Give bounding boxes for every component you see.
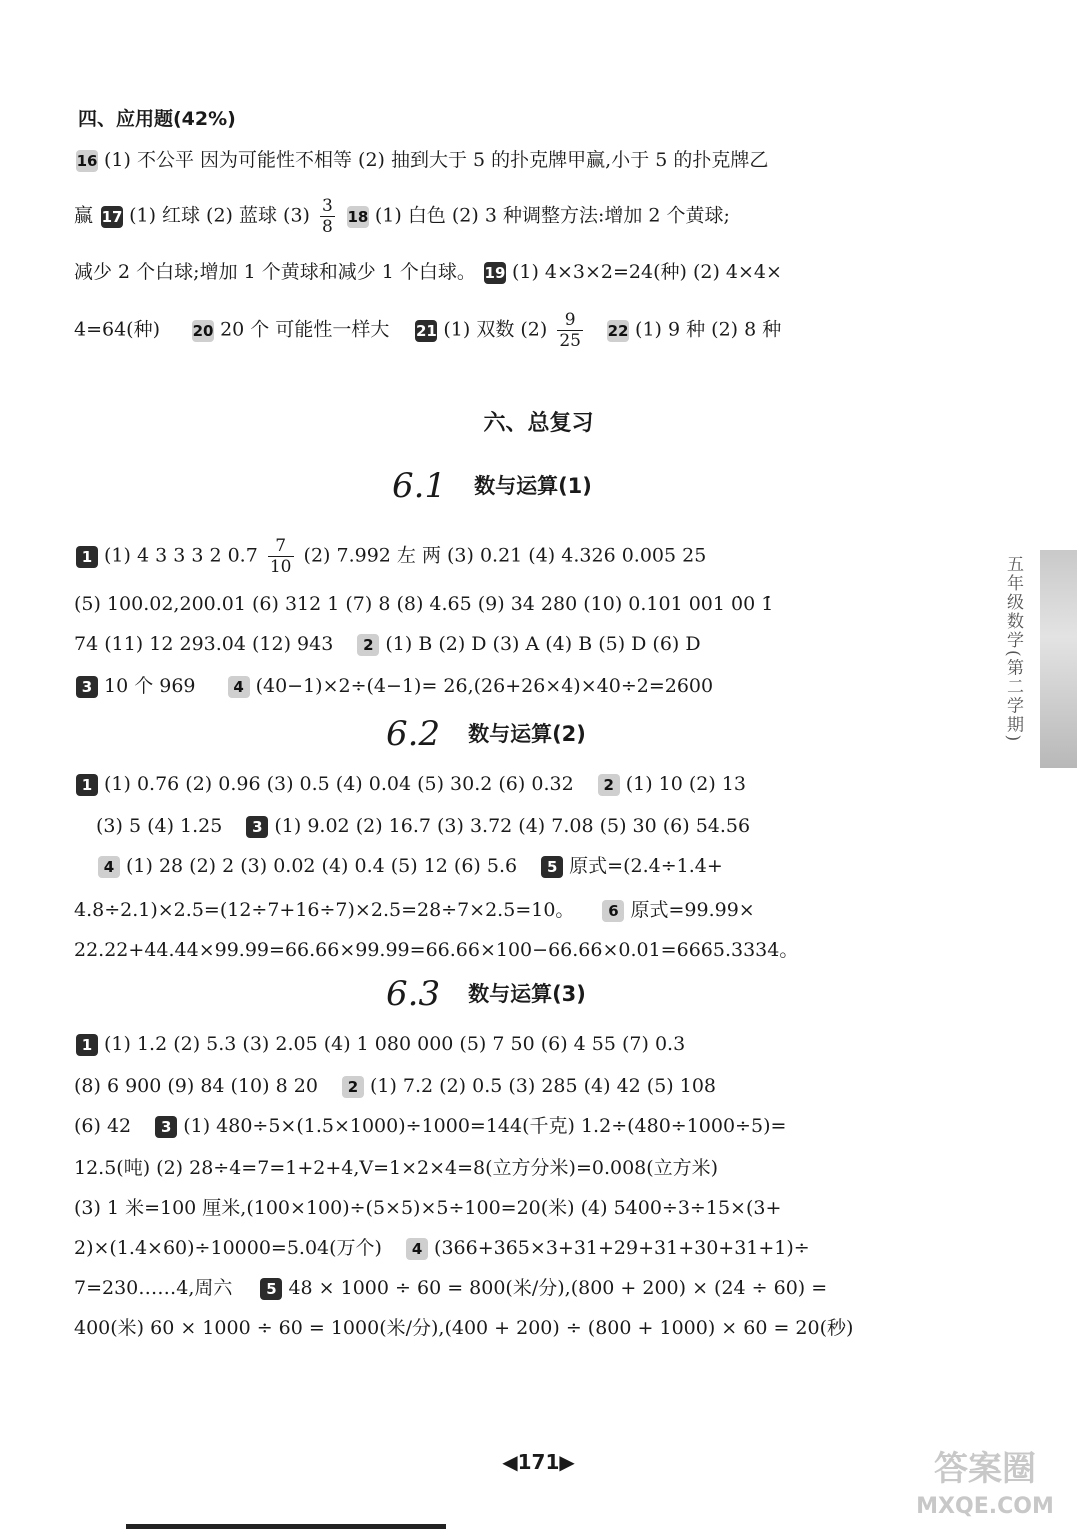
answer-text: 400(米) 60 × 1000 ÷ 60 = 1000(米/分),(400 + 200) ÷ (800 + 1000) × 60 = 20(秒) [74,1317,854,1339]
subsection-text: 数与运算(1) [474,474,592,498]
answer-text: 4=64(种) [74,318,161,341]
chapter-title: 六、总复习 [483,411,594,436]
question-badge: 6 [602,900,624,922]
question-badge: 4 [406,1238,428,1260]
answer-text: (40−1)×2÷(4−1)= 26,(26+26×4)×40÷2=2600 [255,675,714,697]
answer-text: (1) 4×3×2=24(种) (2) 4×4× [511,261,782,283]
fraction: $\frac{7}{10}$ [269,536,292,577]
answer-text: (366+365×3+31+29+31+30+31+1)÷ [434,1237,810,1259]
answer-line [74,896,755,924]
question-badge: 3 [76,676,98,698]
answer-text: 赢 [74,204,94,227]
answer-text: (3) 5 (4) 1.25 [96,815,223,837]
question-badge: 5 [260,1278,282,1300]
subsection-number: 6.1 [392,466,447,506]
answer-line [74,310,781,351]
answer-text: 12.5(吨) (2) 28÷4=7=1+2+4,V=1×2×4=8(立方分米)=0.008(立方米) [74,1157,719,1179]
fraction: $\frac{9}{25}$ [559,310,581,351]
answer-text: 74 (11) 12 293.04 (12) 943 [74,633,334,655]
answer-text: (1) 红球 (2) 蓝球 (3) [129,204,310,227]
answer-line [74,258,782,286]
subsection-text: 数与运算(3) [468,982,586,1006]
answer-text: (6) 42 [74,1115,132,1137]
subsection-number: 6.2 [386,714,441,754]
answer-text: (5) 100.02,200.01 (6) 312 1 (7) 8 (8) 4.65 (9) 34 280 (10) 0.101 001 0̇0 1̇ [74,593,774,615]
scan-edge-bar [126,1524,446,1529]
answer-line [74,196,730,237]
answer-text: (1) 480÷5×(1.5×1000)÷1000=144(千克) 1.2÷(480÷1000÷5)= [183,1115,787,1137]
answer-text: (1) 10 (2) 13 [625,773,747,795]
answer-text: (1) 双数 (2) [443,318,548,341]
question-badge: 17 [101,207,123,226]
answer-line [96,852,723,880]
question-badge: 1 [76,774,98,796]
answer-line [74,1234,810,1262]
answer-text: (2) 7.992 左 两 (3) 0.21 (4) 4.326 0.005 25 [303,544,707,567]
side-tab-label: 五年级数学(第二学期) [1003,555,1023,744]
answer-text: (1) 28 (2) 2 (3) 0.02 (4) 0.4 (5) 12 (6) 5.6 [126,855,518,877]
answer-text: (8) 6 900 (9) 84 (10) 8 20 [74,1075,318,1097]
answer-line [74,1314,853,1342]
question-badge: 2 [342,1076,364,1098]
question-badge: 22 [607,321,629,340]
question-badge: 3 [155,1116,177,1138]
answer-text: (1) 0.76 (2) 0.96 (3) 0.5 (4) 0.04 (5) 30.2 (6) 0.32 [104,773,574,795]
subsection-text: 数与运算(2) [468,722,586,746]
watermark-url: MXQE.COM [916,1494,1054,1519]
answer-text: (1) 4 3 3 3 2 0.7 [104,544,258,567]
answer-line [74,1112,786,1140]
answer-line [74,630,701,658]
answer-text: 48 × 1000 ÷ 60 = 800(米/分),(800 + 200) × (24 ÷ 60) = [288,1277,828,1299]
answer-text: 4.8÷2.1)×2.5=(12÷7+16÷7)×2.5=28÷7×2.5=10。 [74,899,575,921]
subsection-title [386,974,586,1014]
answer-text: (1) 白色 (2) 3 种调整方法:增加 2 个黄球; [374,204,730,227]
answer-text: (1) 不公平 因为可能性不相等 (2) 抽到大于 5 的扑克牌甲赢,小于 5 的扑克牌乙 [104,149,769,171]
answer-text: (1) 9.02 (2) 16.7 (3) 3.72 (4) 7.08 (5) 30 (6) 54.56 [274,815,751,837]
answer-text: (1) 7.2 (2) 0.5 (3) 285 (4) 42 (5) 108 [369,1075,717,1097]
question-badge: 1 [76,546,98,568]
answer-line [74,1072,716,1100]
answer-text: 减少 2 个白球;增加 1 个黄球和减少 1 个白球。 [74,261,476,283]
answer-line [74,146,768,174]
answer-text: 2)×(1.4×60)÷10000=5.04(万个) [74,1237,382,1259]
question-badge: 2 [357,634,379,656]
question-badge: 5 [541,856,563,878]
question-badge: 16 [76,152,98,170]
answer-text: (3) 1 米=100 厘米,(100×100)÷(5×5)×5÷100=20(米) (4) 5400÷3÷15×(3+ [74,1197,782,1219]
question-badge: 2 [598,774,620,796]
answer-text: (1) B (2) D (3) A (4) B (5) D (6) D [385,633,701,655]
answer-line [74,672,713,700]
answer-text: 原式=99.99× [630,899,755,921]
question-badge: 20 [192,321,214,340]
side-tab-marker [1040,550,1077,768]
answer-line [74,1030,685,1058]
fraction: $\frac{3}{8}$ [322,196,333,237]
page-number: ◀171▶ [502,1450,575,1474]
answer-text: 22.22+44.44×99.99=66.66×99.99=66.66×100−66.66×0.01=6665.3334。 [74,939,799,961]
answer-line [96,812,750,840]
subsection-number: 6.3 [386,974,441,1014]
subsection-title [386,714,586,754]
answer-line [74,536,706,577]
question-badge: 1 [76,1034,98,1056]
question-badge: 19 [484,264,506,282]
answer-line [74,1274,827,1302]
answer-text: (1) 1.2 (2) 5.3 (3) 2.05 (4) 1 080 000 (5) 7 50 (6) 4 55 (7) 0.3 [104,1033,686,1055]
answer-line [74,1154,718,1182]
question-badge: 21 [415,321,437,340]
section-heading: 四、应用题(42%) [78,108,236,130]
watermark-logo [900,1450,1070,1530]
subsection-title [392,466,592,506]
answer-text: 20 个 可能性一样大 [220,318,390,341]
watermark-text: 答案圈 [934,1449,1036,1489]
question-badge: 4 [98,856,120,878]
question-badge: 3 [246,816,268,838]
question-badge: 18 [347,207,369,226]
answer-text: 10 个 969 [104,675,196,697]
answer-text: 7=230……4,周六 [74,1277,233,1299]
answer-line [74,936,798,964]
answer-line [74,770,746,798]
question-badge: 4 [228,676,250,698]
answer-text: 原式=(2.4÷1.4+ [569,855,723,877]
answer-text: (1) 9 种 (2) 8 种 [635,318,782,341]
answer-line [74,590,773,618]
answer-line [74,1194,781,1222]
